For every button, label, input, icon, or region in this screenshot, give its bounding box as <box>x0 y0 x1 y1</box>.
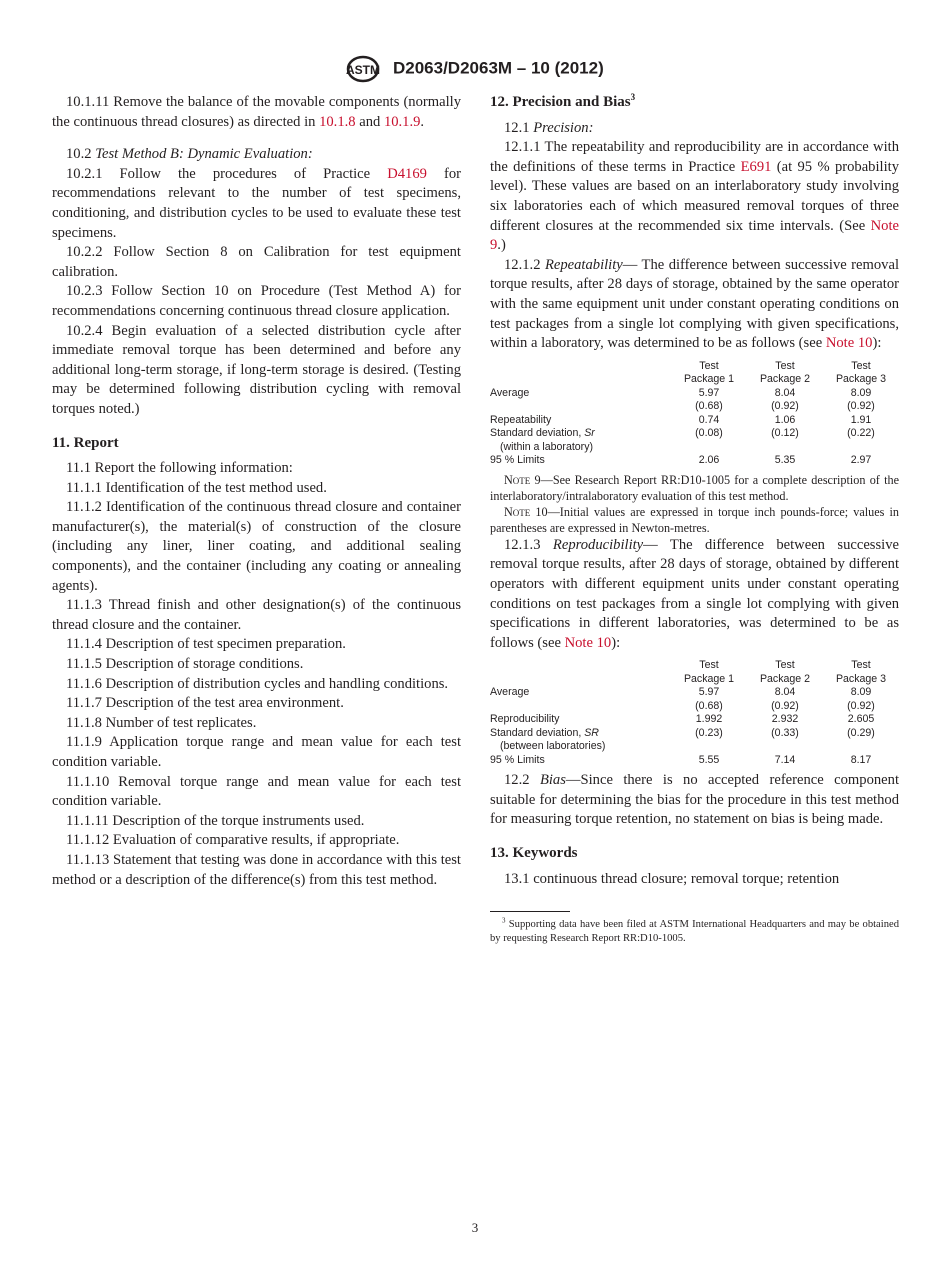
table-cell: 1.06 <box>774 413 796 426</box>
text-run: Bias <box>539 772 566 789</box>
text-run: 11.1.11 Description of the torque instruments used. <box>66 812 365 829</box>
table-cell: 2.932 <box>771 713 799 726</box>
row-label-text: Average <box>490 686 530 699</box>
text-run: 13. Keywords <box>490 845 578 862</box>
left-column <box>52 93 461 890</box>
footnote-rule <box>490 911 570 912</box>
text-run: — The difference between successive removal torque results, after 28 days of storage, obtained by the same operator with the same equipment unit under constant operating conditions on test packages from a single lot complying with given specifications, within a laboratory, was determined to be as follows (see <box>490 256 899 352</box>
text-run: for recommendations relevant to the number of test specimens, conditioning, and distribution cycles to be used to evaluate these test specimens. <box>52 165 461 241</box>
table-cell: 7.14 <box>774 753 796 766</box>
row-label-symbol: Sr <box>584 427 595 440</box>
table-cell: 2.605 <box>847 713 875 726</box>
table-row <box>490 441 899 455</box>
table-cell: 0.74 <box>698 413 720 426</box>
paragraph <box>52 282 461 321</box>
svg-text:ASTM: ASTM <box>346 63 381 77</box>
table-row <box>490 754 899 768</box>
table-cell: 5.35 <box>774 454 796 467</box>
paragraph <box>52 635 461 655</box>
table-row <box>490 414 899 428</box>
text-run: Supporting data have been filed at ASTM International Headquarters and may be obtained by requesting Research Report RR:D10-1005. <box>490 919 899 945</box>
text-run: 13.1 continuous thread closure; removal torque; retention <box>504 870 840 887</box>
cross-reference-link[interactable]: 10.1.9 <box>383 113 421 130</box>
table-cell: 8.04 <box>774 686 796 699</box>
table-cell: (0.92) <box>847 400 875 413</box>
text-run: 12.1.1 The repeatability and reproducibility are in accordance with the definitions of these terms in Practice <box>490 139 899 175</box>
text-run: 11.1.7 Description of the test area environment. <box>66 695 344 712</box>
column-header: Test Package 3 <box>835 359 887 386</box>
paragraph <box>52 93 461 132</box>
text-run: 10.2.2 Follow Section 8 on Calibration for test equipment calibration. <box>52 244 461 280</box>
paragraph <box>52 322 461 420</box>
text-run: 10.2 <box>66 146 96 163</box>
text-run: Test Method B: Dynamic Evaluation: <box>95 146 313 163</box>
text-run: 11. Report <box>52 434 119 451</box>
table-cell: (0.29) <box>847 726 875 739</box>
paragraph <box>52 479 461 499</box>
paragraph <box>490 536 899 654</box>
text-run: 10.2.4 Begin evaluation of a selected distribution cycle after immediate removal torque has been determined and before any additional long-term storage, if long-term storage is desired. (Testing may be determined following distribution cycling with removal torques noted.) <box>52 322 461 417</box>
text-run: . <box>420 113 425 130</box>
paragraph <box>52 459 461 479</box>
row-label-text: Standard deviation, <box>490 427 585 440</box>
footnote-marker: 3 <box>502 916 506 925</box>
row-label <box>490 427 671 441</box>
table-corner <box>490 659 671 686</box>
section-heading <box>490 844 899 864</box>
table-row <box>490 686 899 700</box>
table-row <box>490 387 899 401</box>
table-cell <box>823 740 899 754</box>
row-label <box>490 740 671 754</box>
table-corner <box>490 360 671 387</box>
row-label-text: Repeatability <box>490 413 552 426</box>
text-run: .) <box>497 237 506 254</box>
text-run: —Since there is no accepted reference component suitable for determining the bias for the procedure in this test method for measuring torque retention, no statement on bias is being made. <box>490 772 900 828</box>
note <box>490 504 899 536</box>
text-run: 11.1.10 Removal torque range and mean value for each test condition variable. <box>52 773 461 810</box>
paragraph <box>52 655 461 675</box>
table-row <box>490 727 899 741</box>
table-row <box>490 454 899 468</box>
row-label <box>490 713 671 727</box>
paragraph <box>52 773 461 812</box>
row-label-text: Reproducibility <box>490 713 560 726</box>
text-run: 10—Initial values are expressed in torque inch pounds-force; values in parentheses are expressed in Newton-metres. <box>490 504 899 535</box>
text-run: 11.1.6 Description of distribution cycles and handling conditions. <box>66 675 449 692</box>
text-run: 12.1.3 <box>504 536 553 553</box>
table-cell: 5.97 <box>698 386 720 399</box>
text-run: 12.1.2 <box>504 256 545 273</box>
table-cell: 8.09 <box>850 686 872 699</box>
table-cell: 8.04 <box>774 386 796 399</box>
table-cell: (0.92) <box>847 699 875 712</box>
text-run: 12.1 <box>504 119 534 136</box>
cross-reference-link[interactable]: E691 <box>740 158 772 175</box>
row-label-symbol: SR <box>584 726 599 739</box>
table-row <box>490 427 899 441</box>
paragraph <box>52 694 461 714</box>
row-label <box>490 686 671 700</box>
column-header: Test Package 2 <box>759 659 811 685</box>
section-heading <box>490 93 899 113</box>
row-label <box>490 727 671 741</box>
text-run: 10.1.11 Remove the balance of the movable components (normally the continuous thread closures) as directed in <box>52 94 461 130</box>
row-label <box>490 387 671 401</box>
text-run: Note <box>504 472 531 487</box>
table-cell: (0.23) <box>695 726 723 739</box>
table-row <box>490 713 899 727</box>
paragraph <box>52 145 461 165</box>
table-cell: 8.17 <box>850 753 872 766</box>
table-cell: 8.09 <box>850 386 872 399</box>
row-label-text: Standard deviation, <box>490 726 585 739</box>
text-run: and <box>355 113 384 130</box>
table-row <box>490 700 899 714</box>
table-cell: 2.06 <box>698 454 720 467</box>
text-run: 11.1.4 Description of test specimen preparation. <box>66 636 346 653</box>
row-label-text: (between laboratories) <box>500 740 606 753</box>
column-header: Test Package 1 <box>683 659 735 685</box>
row-label <box>490 454 671 468</box>
text-run: 10.2.3 Follow Section 10 on Procedure (Test Method A) for recommendations concerning continuous thread closure application. <box>52 283 461 319</box>
text-run: 11.1.13 Statement that testing was done in accordance with this test method or a description of the difference(s) from this test method. <box>52 851 461 888</box>
paragraph <box>52 675 461 695</box>
table-cell: (0.92) <box>771 400 799 413</box>
section-heading <box>52 434 461 454</box>
paragraph <box>490 119 899 139</box>
text-run: ): <box>872 335 882 352</box>
paragraph <box>52 498 461 596</box>
table-cell: (0.68) <box>695 699 723 712</box>
text-run: 12. Precision and Bias <box>490 94 631 110</box>
table-cell <box>823 441 899 455</box>
paragraph <box>52 596 461 635</box>
cross-reference-link[interactable]: Note 9 <box>490 217 899 254</box>
table-cell <box>671 740 747 754</box>
text-run: 11.1 Report the following information: <box>66 460 293 477</box>
row-label <box>490 700 671 714</box>
column-header: Test Package 3 <box>835 659 887 685</box>
table-cell: (0.22) <box>847 427 875 440</box>
text-run: 11.1.5 Description of storage conditions. <box>66 656 304 673</box>
footnote <box>490 918 899 946</box>
paragraph <box>52 851 461 890</box>
text-run: 10.2.1 Follow the procedures of Practice <box>66 165 388 182</box>
paragraph <box>490 870 899 890</box>
row-label-text: 95 % Limits <box>490 753 545 766</box>
table-cell: (0.92) <box>771 699 799 712</box>
spacer <box>52 132 461 145</box>
paragraph <box>52 243 461 282</box>
row-label-text: (within a laboratory) <box>500 440 594 453</box>
table-row <box>490 400 899 414</box>
text-run: Repeatability <box>544 256 623 273</box>
cross-reference-link[interactable]: Note 10 <box>564 634 612 651</box>
table-cell: 5.97 <box>698 686 720 699</box>
table-header-row <box>490 659 899 686</box>
table-cell: 5.55 <box>698 753 720 766</box>
table-cell: (0.68) <box>695 400 723 413</box>
table-cell: 1.992 <box>695 713 723 726</box>
paragraph <box>52 165 461 243</box>
text-run: 12.2 <box>504 772 540 789</box>
footnote-marker: 3 <box>630 92 636 102</box>
text-run: 11.1.12 Evaluation of comparative results, if appropriate. <box>66 832 400 849</box>
table-cell: (0.33) <box>771 726 799 739</box>
cross-reference-link[interactable]: 10.1.8 <box>319 113 356 130</box>
paragraph <box>52 812 461 832</box>
page-header <box>0 55 950 83</box>
text-run: 11.1.3 Thread finish and other designation(s) of the continuous thread closure and the container. <box>52 597 461 633</box>
paragraph <box>490 771 899 830</box>
column-header: Test Package 2 <box>759 359 811 386</box>
text-run: 11.1.1 Identification of the test method used. <box>66 479 327 496</box>
note <box>490 472 899 504</box>
results-table <box>490 360 899 468</box>
row-label <box>490 754 671 768</box>
row-label <box>490 441 671 455</box>
table-row <box>490 740 899 754</box>
table-cell <box>747 441 823 455</box>
table-cell: (0.12) <box>771 427 799 440</box>
paragraph <box>52 831 461 851</box>
row-label <box>490 400 671 414</box>
table-cell <box>671 441 747 455</box>
document-title: D2063/D2063M – 10 (2012) <box>392 58 604 78</box>
text-run: — The difference between successive removal torque results, after 28 days of storage, obtained by different operators with different equipment units under constant operating conditions on test packages from a single lot complying with given specifications in different laboratories, was determined to be as follows (see <box>490 536 899 651</box>
paragraph <box>490 138 899 256</box>
right-column <box>490 93 899 946</box>
text-run: 9—See Research Report RR:D10-1005 for a complete description of the interlaboratory/intralaboratory evaluation of this test method. <box>490 472 899 503</box>
text-run: Precision: <box>533 119 594 136</box>
table-cell <box>747 740 823 754</box>
cross-reference-link[interactable]: Note 10 <box>825 335 873 352</box>
text-run: Reproducibility <box>552 536 644 553</box>
paragraph <box>52 714 461 734</box>
text-run: ): <box>611 634 621 651</box>
cross-reference-link[interactable]: D4169 <box>387 165 427 182</box>
table-cell: 2.97 <box>850 454 872 467</box>
table-cell: 1.91 <box>850 413 872 426</box>
text-run: 11.1.2 Identification of the continuous thread closure and container manufacturer(s), the material(s) of construction of the closure (including any liner, liner coating, and additional sealing components), and the container (including any coating or annealing agents). <box>52 499 461 594</box>
astm-logo-icon <box>346 55 380 83</box>
row-label-text: Average <box>490 386 530 399</box>
text-run: Note <box>504 504 531 519</box>
page-number: 3 <box>471 1220 479 1235</box>
row-label <box>490 414 671 428</box>
text-run: 11.1.9 Application torque range and mean value for each test condition variable. <box>52 734 461 770</box>
results-table <box>490 659 899 767</box>
text-run: (at 95 % probability level). These values are based on an interlaboratory study involving six laboratories each of which measured removal torques of three different closures at the recommended six time intervals. (See <box>490 158 899 234</box>
text-run: 11.1.8 Number of test replicates. <box>66 714 257 731</box>
paragraph <box>52 733 461 772</box>
table-header-row <box>490 360 899 387</box>
paragraph <box>490 256 899 354</box>
row-label-text: 95 % Limits <box>490 454 545 467</box>
table-cell: (0.08) <box>695 427 723 440</box>
column-header: Test Package 1 <box>683 359 735 386</box>
